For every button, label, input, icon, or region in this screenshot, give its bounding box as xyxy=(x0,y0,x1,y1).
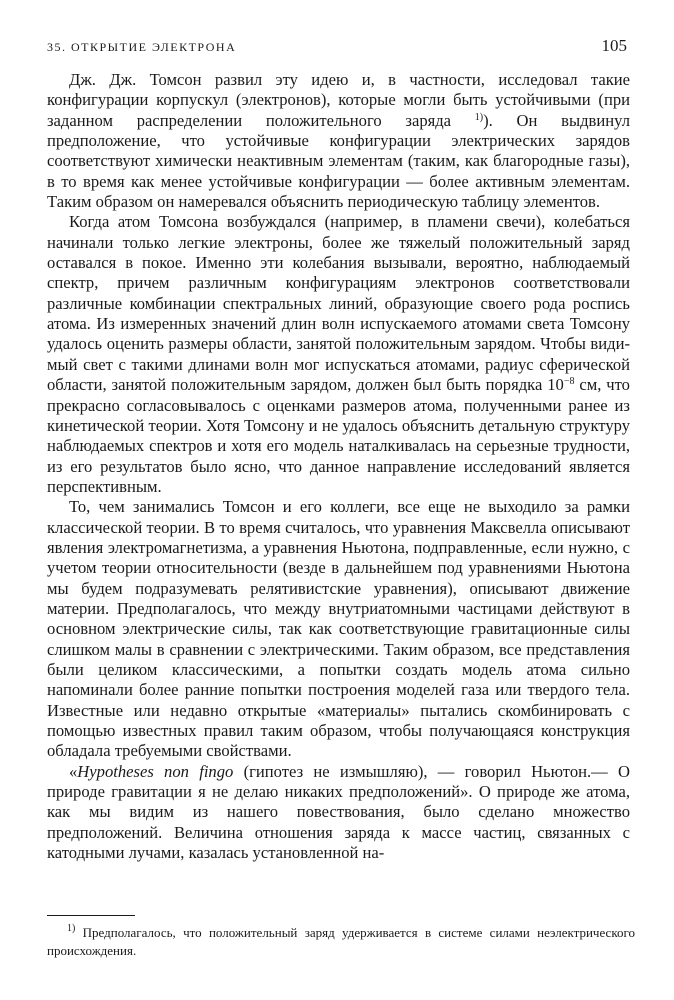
paragraph-4 xyxy=(47,762,630,864)
running-head xyxy=(47,36,627,60)
paragraph-1-text-b: ). Он выдвинул предположение, что устойчивые конфигурации электрических зарядов соответствуют химически неактивным элементам (таким, как благородные газы), в то время как менее устойчивые конфигурации — более активным элементам. Таким образом он намеревался объяснить периодическую таблицу элементов. xyxy=(47,110,630,212)
paragraph-3: То, чем занимались Томсон и его коллеги, все еще не выходило за рамки классической теории. В то время считалось, что уравнения Максвелла описывают явления электромагнетизма, а уравнения Ньютона, подправленные, если нужно, с учетом теории относительности (везде в дальнейшем под уравнениями Ньютона мы будем подразумевать релятивистские уравнения), описывают движение материи. Предполагалось, что между внутриатомными частицами действуют в основном электрические силы, так как соответствующие гравитационные силы слишком малы в сравнении с электрическими. Таким образом, все представления были целиком классическими, а попытки создать модель атома сильно напоминали более ранние попытки построения моделей газа или твердого тела. Известные или недавно открытые «материалы» пытались скомбинировать с помощью известных правил таким образом, чтобы получающаяся конструкция обладала требуемыми свойствами. xyxy=(47,497,630,761)
exponent: −8 xyxy=(563,376,575,388)
paragraph-2 xyxy=(47,212,630,497)
paragraph-1 xyxy=(47,70,630,212)
body-text xyxy=(47,70,630,863)
open-quote: « xyxy=(69,761,78,781)
footnote xyxy=(47,924,635,960)
footnote-divider xyxy=(47,915,135,916)
latin-quote: Hypotheses non fingo xyxy=(77,761,234,781)
footnote-marker: 1) xyxy=(67,923,76,934)
section-title: 35. ОТКРЫТИЕ ЭЛЕКТРОНА xyxy=(47,40,237,54)
page-number: 105 xyxy=(601,36,627,55)
paragraph-1-text-a: Дж. Дж. Томсон развил эту идею и, в частности, исследовал такие конфигурации корпускул (электронов), которые могли быть устойчивыми (при заданном распределении положительного заряда xyxy=(47,70,630,130)
paragraph-2-text-a: Когда атом Томсона возбуждался (например, в пламени свечи), колебаться начинали только легкие электроны, более же тяжелый положительный заряд оставался в покое. Именно эти колебания вызывали, вероятно, наблюдаемый спектр, причем различным конфигурациям электронов соответствовали различные комбинации спектральных линий, образующие своего рода роспись атома. Из измеренных значений длин волн испускаемого атомами света Томсону удалось оценить размеры области, занятой положительным зарядом. Чтобы видимый свет с такими длинами волн мог испускаться атомами, радиус сферической области, занятой положительным зарядом, должен был быть порядка 10 xyxy=(47,212,630,395)
paragraph-2-text-b: см, что прекрасно согласовывалось с оценками размеров атома, полученными ранее из кинетической теории. Хотя Томсону и не удалось объяснить детальную структуру наблюдаемых спектров и хотя его модель наталкивалась на серьезные трудности, из его результатов было ясно, что данное направление исследований является перспективным. xyxy=(47,375,630,496)
footnote-text: Предполагалось, что положительный заряд удерживается в системе силами неэлектрического происхождения. xyxy=(47,925,635,958)
footnote-reference: 1) xyxy=(474,111,484,123)
paragraph-4-text: (гипотез не измышляю), — говорил Ньютон.— О природе гравитации я не делаю никаких предположений». О природе же атома, как мы видим из нашего повествования, было сделано множество предположений. Величина отношения заряда к массе частиц, связанных с катодными лучами, казалась установленной на- xyxy=(47,761,630,863)
